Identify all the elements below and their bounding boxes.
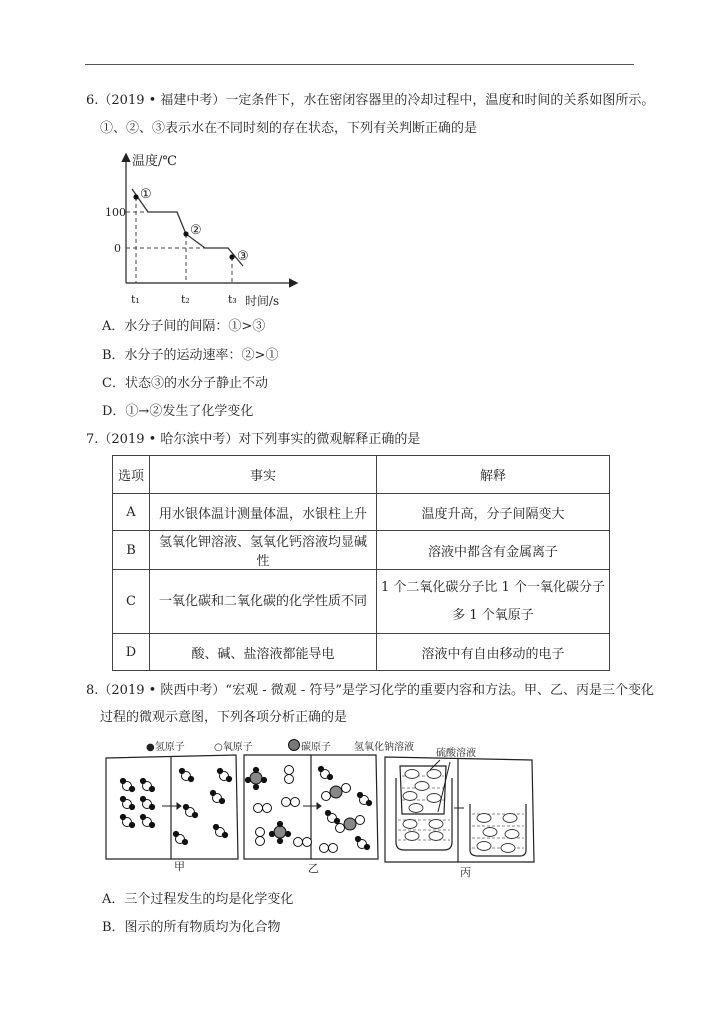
hydrogen-atom [217,768,222,773]
header-explanation: 解释 [377,456,610,494]
hydrogen-atom [261,777,266,782]
oxygen-atom [285,775,294,784]
row-c-option: C [113,570,150,634]
oxygen-atom [329,844,338,853]
legend-carbon: 碳原子 [301,742,331,753]
hydrogen-atom [188,776,193,781]
y-axis-label: 温度/℃ [132,154,177,169]
table-row [113,634,610,671]
oxygen-atom [320,844,329,853]
hydrogen-atom [179,768,184,773]
hydrogen-atom [140,796,145,801]
hydrogen-atom [140,778,145,783]
point-3-label: ③ [237,249,249,264]
xtick-t3: t₃ [228,293,237,306]
hydrogen-atom [210,790,215,795]
oxygen-atom [356,816,365,825]
q6-stem-line2: ①、②、③表示水在不同时刻的存在状态，下列有关判断正确的是 [100,121,478,136]
row-d-fact: 酸、碱、盐溶液都能导电 [150,634,377,671]
carbon-atom-icon [288,739,300,751]
hydrogen-atom [129,804,134,809]
hydrogen-atom [226,776,231,781]
row-d-explanation: 溶液中有自由移动的电子 [377,634,610,671]
point-2 [183,231,188,236]
hydrogen-atom [253,767,258,772]
carbon-atom [344,818,356,830]
header-option: 选项 [113,456,150,494]
hydrogen-atom [357,792,362,797]
row-a-option: A [113,494,150,531]
q8-micro-diagrams [100,752,540,867]
oxygen-atom [285,766,294,775]
carbon-atom [250,772,262,784]
header-fact: 事实 [150,456,377,494]
q6-option-d: D．①→②发生了化学变化 [102,404,254,419]
oxygen-atom [322,792,331,801]
row-d-option: D [113,634,150,671]
hydrogen-atom [120,796,125,801]
hydrogen-atom [277,838,282,843]
q6-option-a: A．水分子间的间隔：①>③ [102,319,266,334]
row-c-explanation-line1: 1 个二氧化碳分子比 1 个一氧化碳分子 [381,579,605,595]
q6-temperature-chart [100,145,320,310]
row-c-explanation [377,570,610,634]
table-row [113,494,610,531]
hydrogen-atom [149,822,154,827]
hydrogen-atom [219,798,224,803]
q7-stem: 7.（2019 • 哈尔滨中考）对下列事实的微观解释正确的是 [86,432,421,447]
legend-naoh: 氢氧化钠溶液 [354,742,414,753]
oxygen-atom [282,798,291,807]
hydrogen-atom [253,784,258,789]
header-rule [85,64,634,65]
q6-stem-line1: 6.（2019 • 福建中考）一定条件下，水在密闭容器里的冷却过程中，温度和时间的关系如图所示。 [86,93,655,108]
q8-stem-line2: 过程的微观示意图，下列各项分析正确的是 [100,710,348,725]
legend-hydrogen: ●氢原子 [146,742,185,753]
oxygen-atom [336,824,345,833]
hydrogen-atom [183,804,188,809]
xtick-t1: t₁ [131,293,140,306]
point-1-label: ① [140,187,152,202]
row-c-fact: 一氧化碳和二氧化碳的化学性质不同 [150,570,377,634]
row-a-explanation: 温度升高，分子间隔变大 [377,494,610,531]
oxygen-atom [256,828,265,837]
point-2-label: ② [190,223,202,238]
caption-yi: 乙 [308,862,319,875]
hydrogen-atom [325,810,330,815]
hydrogen-atom [129,786,134,791]
hydrogen-atom [213,824,218,829]
hydrogen-atom [334,818,339,823]
oxygen-atom [263,804,272,813]
q6-option-b: B．水分子的运动速率：②>① [102,348,279,363]
hydrogen-atom [277,821,282,826]
table-header-row [113,456,610,494]
point-1 [133,194,138,199]
oxygen-atom [303,838,312,847]
q8-option-b: B．图示的所有物质均为化合物 [102,920,281,935]
q8-option-a: A．三个过程发生的均是化学变化 [102,892,294,907]
caption-jia: 甲 [174,860,185,873]
hydrogen-atom [366,800,371,805]
x-axis-label: 时间/s [245,294,280,308]
caption-bing: 丙 [460,866,471,879]
oxygen-atom [294,838,303,847]
hydrogen-atom [173,831,178,836]
hydrogen-atom [120,814,125,819]
carbon-atom [274,826,286,838]
table-row [113,531,610,570]
hydrogen-atom [327,774,332,779]
oxygen-atom [291,798,300,807]
hydrogen-atom [285,831,290,836]
hydrogen-atom [222,832,227,837]
hydrogen-atom [269,831,274,836]
oxygen-atom [256,837,265,846]
hydrogen-atom [149,804,154,809]
carbon-atom [330,786,342,798]
legend-h2so4: 硫酸溶液 [436,748,476,759]
row-b-fact: 氢氧化钾溶液、氢氧化钙溶液均显碱性 [150,531,377,570]
hydrogen-atom [120,778,125,783]
hydrogen-atom [245,777,250,782]
ytick-0: 0 [114,242,121,255]
hydrogen-atom [355,836,360,841]
row-a-fact: 用水银体温计测量体温，水银柱上升 [150,494,377,531]
q6-option-c: C．状态③的水分子静止不动 [102,376,268,391]
hydrogen-atom [192,812,197,817]
hydrogen-atom [129,822,134,827]
hydrogen-atom [318,766,323,771]
legend-oxygen: ○氧原子 [214,742,253,753]
hydrogen-atom [140,814,145,819]
q8-stem-line1: 8.（2019 • 陕西中考）“宏观 - 微观 - 符号”是学习化学的重要内容和方法。甲、乙、丙是三个变化 [86,683,655,698]
hydrogen-atom [364,844,369,849]
row-b-option: B [113,531,150,570]
row-b-explanation: 溶液中都含有金属离子 [377,531,610,570]
q7-facts-table [112,455,610,671]
table-row [113,570,610,634]
hydrogen-atom [149,786,154,791]
row-c-explanation-line2: 多 1 个氧原子 [452,607,534,623]
oxygen-atom [342,784,351,793]
xtick-t2: t₂ [181,293,190,306]
oxygen-atom [254,804,263,813]
point-3 [229,254,234,259]
ytick-100: 100 [105,206,126,219]
hydrogen-atom [182,839,187,844]
